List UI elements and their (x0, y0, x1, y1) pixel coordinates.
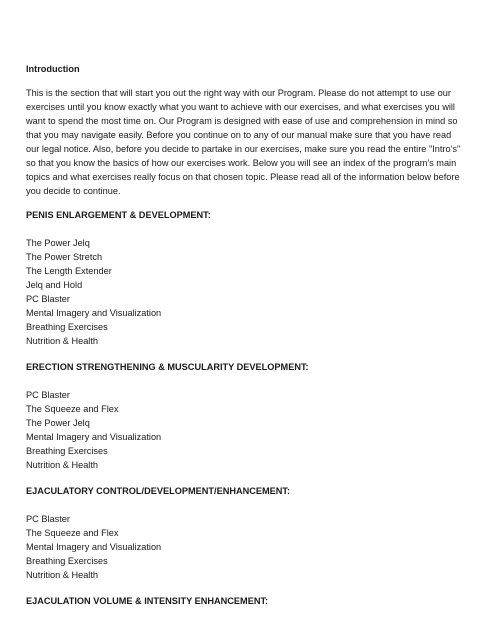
section-ejaculatory-control (26, 484, 466, 582)
intro-paragraph: This is the section that will start you out the right way with our Program. Please do not attempt to use our exercises until you know exactly what you want to achieve with our exercises, and what exercises you will want to spend the most time on. Our Program is designed with ease of use and comprehension in mind so that you may navigate easily. Before you continue on to any of our manual make sure that you have read our legal notice. Also, before you decide to partake in our exercises, make sure you read the entire "Intro's" so that you know the basics of how our exercises work. Below you will see an index of the program's main topics and what exercises really focus on that chosen topic. Please read all of the information below before you decide to continue. (26, 88, 461, 196)
list-item: Mental Imagery and Visualization (26, 308, 162, 318)
list-item: Breathing Exercises (26, 322, 108, 332)
section-heading: PENIS ENLARGEMENT & DEVELOPMENT: (26, 210, 211, 220)
list-item: The Length Extender (26, 266, 112, 276)
list-item: Mental Imagery and Visualization (26, 432, 162, 442)
list-item: The Power Stretch (26, 252, 103, 262)
list-item: PC Blaster (26, 390, 70, 400)
list-item: Nutrition & Health (26, 460, 99, 470)
exercise-list (26, 388, 466, 472)
list-item: Jelq and Hold (26, 280, 83, 290)
section-heading: ERECTION STRENGTHENING & MUSCULARITY DEVELOPMENT: (26, 362, 309, 372)
section-heading: EJACULATORY CONTROL/DEVELOPMENT/ENHANCEMENT: (26, 486, 291, 496)
list-item: Breathing Exercises (26, 556, 108, 566)
list-item: Mental Imagery and Visualization (26, 542, 162, 552)
document-title: Introduction (26, 64, 80, 74)
list-item: The Squeeze and Flex (26, 528, 119, 538)
document-page (26, 62, 466, 622)
list-item: Nutrition & Health (26, 336, 99, 346)
list-item: The Power Jelq (26, 238, 90, 248)
list-item: The Squeeze and Flex (26, 404, 119, 414)
exercise-list (26, 512, 466, 582)
list-item: Breathing Exercises (26, 446, 108, 456)
list-item: The Power Jelq (26, 418, 90, 428)
section-penis-enlargement (26, 208, 466, 348)
section-erection-strengthening (26, 360, 466, 472)
section-ejaculation-volume (26, 594, 466, 608)
list-item: PC Blaster (26, 294, 70, 304)
list-item: PC Blaster (26, 514, 70, 524)
section-heading: EJACULATION VOLUME & INTENSITY ENHANCEMENT: (26, 596, 269, 606)
exercise-list (26, 236, 466, 348)
list-item: Nutrition & Health (26, 570, 99, 580)
